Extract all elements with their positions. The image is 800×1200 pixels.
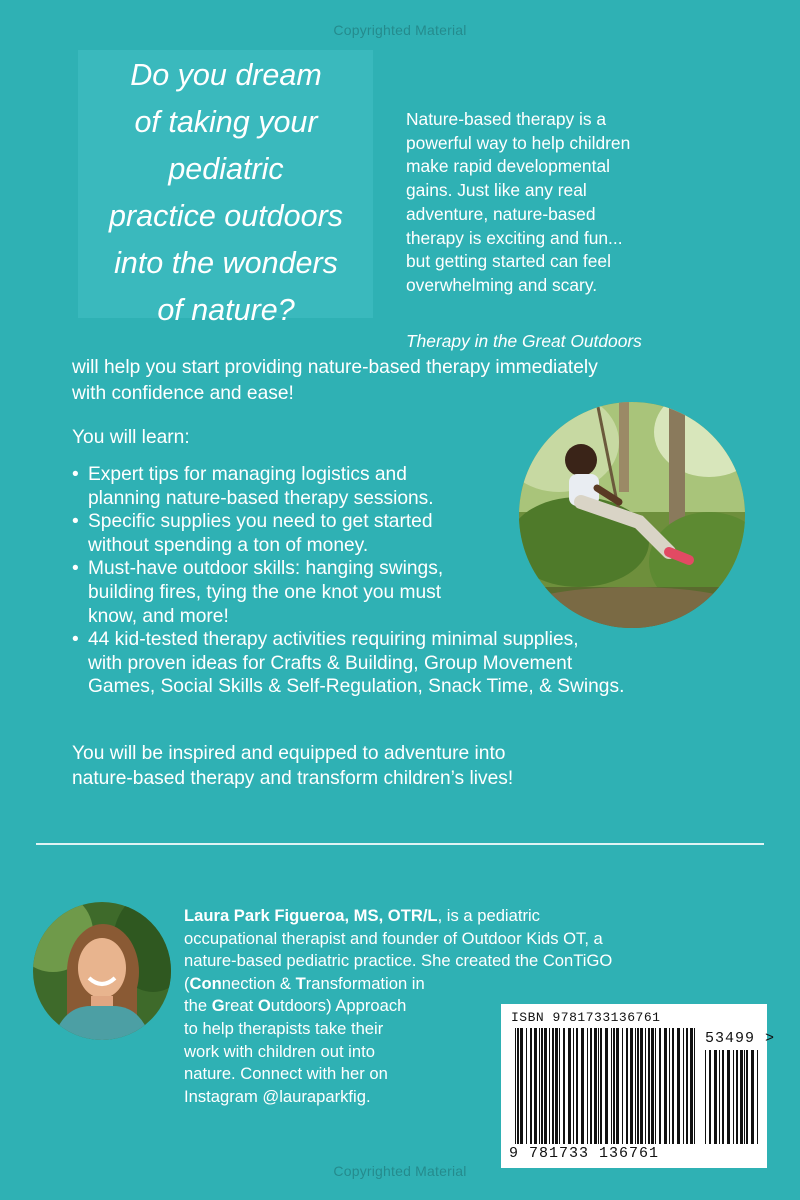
- headline-line: pediatric: [168, 152, 284, 186]
- barcode-bar: [690, 1028, 693, 1144]
- barcode-bar: [616, 1028, 619, 1144]
- barcode-bar: [677, 1028, 680, 1144]
- barcode-bar: [659, 1028, 661, 1144]
- bullet-line: • Must-have outdoor skills: hanging swings,: [88, 558, 444, 580]
- bullet-line: building fires, tying the one knot you must: [88, 581, 442, 603]
- intro-line: therapy is exciting and fun...: [406, 227, 623, 248]
- bullet-line: • Specific supplies you need to get started: [88, 511, 433, 533]
- author-name: Laura Park Figueroa, MS, OTR/L: [184, 906, 438, 925]
- intro-paragraph: [406, 108, 736, 298]
- bio-text: reat: [224, 996, 258, 1016]
- bio-line: to help therapists take their: [184, 1018, 384, 1038]
- bio-text: , is a pediatric: [437, 906, 540, 925]
- barcode-bar: [640, 1028, 643, 1144]
- intro-line: but getting started can feel: [406, 251, 611, 272]
- barcode-bar: [630, 1028, 633, 1144]
- bio-text: utdoors) Approach: [270, 996, 407, 1016]
- barcode-bar: [746, 1050, 748, 1144]
- barcode-bar: [568, 1028, 571, 1144]
- barcode-bar: [539, 1028, 540, 1144]
- bullet-line: • Expert tips for managing logistics and: [88, 464, 407, 485]
- copyright-watermark-bottom: Copyrighted Material: [333, 1163, 467, 1179]
- bio-bold: G: [211, 996, 225, 1016]
- book-title: Therapy in the Great Outdoors: [406, 331, 642, 351]
- barcode-bar: [541, 1028, 543, 1144]
- author-photo: [33, 902, 171, 1040]
- barcode-bar: [714, 1050, 717, 1144]
- bio-line: work with children out into: [184, 1041, 375, 1061]
- barcode-bar: [555, 1028, 558, 1144]
- bio-line: [184, 905, 612, 928]
- barcode-bar: [581, 1028, 584, 1144]
- barcode-bar: [520, 1028, 523, 1144]
- barcode-bar: [686, 1028, 688, 1144]
- barcode-bar: [552, 1028, 554, 1144]
- barcode-bar: [751, 1050, 754, 1144]
- bio-bold: T: [295, 973, 306, 993]
- barcode-bar: [757, 1050, 758, 1144]
- bio-line: nature. Connect with her on: [184, 1064, 388, 1084]
- barcode-bar: [549, 1028, 550, 1144]
- intro-line: gains. Just like any real: [406, 180, 587, 201]
- bullet-line: • 44 kid-tested therapy activities requiring minimal supplies,: [88, 629, 579, 651]
- bio-text: the: [184, 996, 212, 1016]
- bullet-line: know, and more!: [88, 605, 229, 627]
- headline: [78, 52, 374, 334]
- intro-line: make rapid developmental: [406, 156, 610, 177]
- barcode-bar: [626, 1028, 628, 1144]
- bullet-line: with proven ideas for Crafts & Building, Group Movement: [88, 652, 573, 674]
- bio-line: occupational therapist and founder of Outdoor Kids OT, a: [184, 928, 603, 948]
- copyright-watermark-top: Copyrighted Material: [333, 22, 467, 38]
- bullet-line: Games, Social Skills & Self-Regulation, Snack Time, & Swings.: [88, 676, 625, 698]
- intro-continuation: [72, 355, 752, 406]
- isbn-barcode: [501, 1004, 776, 1168]
- barcode-bar: [736, 1050, 738, 1144]
- barcode-bar: [637, 1028, 639, 1144]
- barcode-bar: [744, 1050, 745, 1144]
- intro-line: powerful way to help children: [406, 132, 631, 153]
- barcode-bar: [573, 1028, 574, 1144]
- bullet-item: [72, 628, 624, 699]
- barcode-bar: [655, 1028, 656, 1144]
- barcode-bar: [651, 1028, 654, 1144]
- barcode-bar: [598, 1028, 599, 1144]
- isbn-label: ISBN 9781733136761: [511, 1010, 661, 1025]
- barcode-bar: [526, 1028, 527, 1144]
- intro-line: overwhelming and scary.: [406, 274, 598, 295]
- bio-line: Instagram @lauraparkfig.: [184, 1086, 371, 1106]
- barcode-bar: [740, 1050, 743, 1144]
- barcode-bar: [559, 1028, 560, 1144]
- barcode-bar: [719, 1050, 720, 1144]
- barcode-bar: [672, 1028, 674, 1144]
- learn-heading: You will learn:: [72, 427, 190, 448]
- bullet-line: planning nature-based therapy sessions.: [88, 487, 434, 509]
- barcode-bar: [605, 1028, 608, 1144]
- closing-line: You will be inspired and equipped to adventure into: [72, 743, 506, 764]
- bio-text: nection &: [221, 973, 296, 993]
- section-divider: [36, 843, 764, 845]
- barcode-bar: [517, 1028, 519, 1144]
- barcode-bar: [722, 1050, 724, 1144]
- barcode-bar: [576, 1028, 578, 1144]
- barcode-bar: [669, 1028, 670, 1144]
- intro-continuation-line: with confidence and ease!: [72, 382, 294, 404]
- barcode-bar: [590, 1028, 592, 1144]
- bio-bold: O: [257, 996, 271, 1016]
- headline-line: practice outdoors: [109, 199, 343, 233]
- closing-paragraph: [72, 741, 513, 791]
- barcode-bar: [733, 1050, 734, 1144]
- barcode-bar: [544, 1028, 547, 1144]
- barcode-bar: [664, 1028, 667, 1144]
- barcode-bar: [694, 1028, 695, 1144]
- bullet-line: without spending a ton of money.: [88, 534, 369, 556]
- intro-line: adventure, nature-based: [406, 203, 596, 224]
- barcode-bar: [530, 1028, 532, 1144]
- barcode-bar: [622, 1028, 623, 1144]
- barcode-bar: [683, 1028, 684, 1144]
- headline-line: Do you dream: [130, 58, 322, 92]
- barcode-bar: [515, 1028, 516, 1144]
- headline-line: into the wonders: [114, 246, 338, 280]
- bio-bold: Con: [189, 973, 222, 993]
- intro-line: Nature-based therapy is a: [406, 109, 607, 129]
- bio-text: ransformation in: [305, 973, 425, 993]
- headline-line: of nature?: [157, 293, 295, 327]
- child-on-swing-photo: [519, 402, 745, 628]
- intro-continuation-line: will help you start providing nature-based therapy immediately: [72, 357, 598, 378]
- barcode-bar: [594, 1028, 597, 1144]
- barcode-bar: [534, 1028, 537, 1144]
- barcode-bar: [613, 1028, 615, 1144]
- barcode-bar: [645, 1028, 646, 1144]
- price-code: 53499 >: [705, 1030, 776, 1047]
- barcode-bar: [705, 1050, 706, 1144]
- bio-text: (: [184, 973, 190, 993]
- bio-line: [184, 973, 612, 996]
- barcode-bar: [611, 1028, 612, 1144]
- barcode-bar: [635, 1028, 636, 1144]
- barcode-bar: [709, 1050, 711, 1144]
- barcode-digits: 9 781733 136761: [509, 1145, 660, 1162]
- barcode-bar: [727, 1050, 730, 1144]
- barcode-bar: [587, 1028, 588, 1144]
- barcode-bar: [563, 1028, 565, 1144]
- headline-line: of taking your: [134, 105, 318, 139]
- barcode-bars: [501, 1004, 767, 1168]
- barcode-bar: [648, 1028, 650, 1144]
- barcode-bar: [600, 1028, 602, 1144]
- bio-line: nature-based pediatric practice. She created the ConTiGO: [184, 951, 613, 971]
- closing-line: nature-based therapy and transform children’s lives!: [72, 768, 514, 789]
